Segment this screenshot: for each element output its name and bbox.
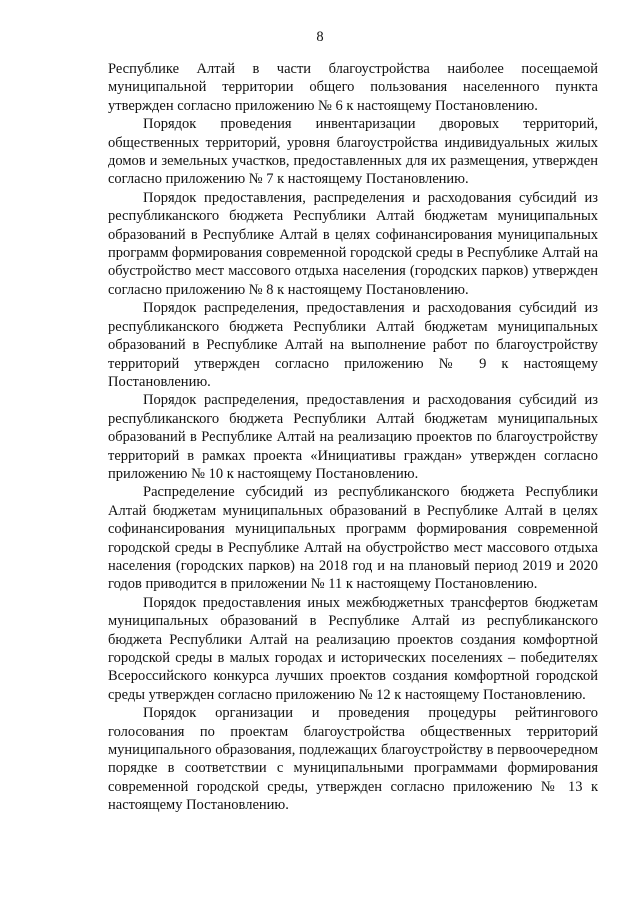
page-number: 8: [316, 29, 324, 45]
paragraph-appendix-12: Порядок предоставления иных межбюджетных трансфертов бюджетам муниципальных образований в Республике Алтай из республиканского бюджета Республики Алтай на реализацию проектов создания комфортной городской среды в малых городах и исторических поселениях – победителях Всероссийского конкурса лучших проектов создания комфортной городской среды утвержден согласно приложению № 12 к настоящему Постановлению.: [108, 594, 598, 703]
paragraph-appendix-11: Распределение субсидий из республиканского бюджета Республики Алтай бюджетам муниципальных образований в Республике Алтай в целях софинансирования муниципальных программ формирования современной городской среды в Республике Алтай на обустройство мест массового отдыха населения (городских парков) на 2018 год и на плановый период 2019 и 2020 годов приводится в приложении № 11 к настоящему Постановлению.: [108, 484, 598, 593]
document-body: [108, 60, 598, 815]
paragraph-appendix-9: Порядок распределения, предоставления и расходования субсидий из республиканского бюджета Республики Алтай бюджетам муниципальных образований в Республике Алтай на выполнение работ по благоустройству территорий утвержден согласно приложению № 9 к настоящему Постановлению.: [108, 300, 598, 390]
paragraph-appendix-7: Порядок проведения инвентаризации дворовых территорий, общественных территорий, уровня благоустройства индивидуальных жилых домов и земельных участков, предоставленных для их размещения, утвержден согласно приложению № 7 к настоящему Постановлению.: [108, 116, 598, 188]
paragraph-appendix-10: Порядок распределения, предоставления и расходования субсидий из республиканского бюджета Республики Алтай бюджетам муниципальных образований в Республике Алтай на реализацию проектов по благоустройству территорий в рамках проекта «Инициативы граждан» утвержден согласно приложению № 10 к настоящему Постановлению.: [108, 392, 598, 482]
paragraph-appendix-13: Порядок организации и проведения процедуры рейтингового голосования по проектам благоустройства общественных территорий муниципального образования, подлежащих благоустройству в первоочередном порядке в соответствии с муниципальными программами формирования современной городской среды, утвержден согласно приложению № 13 к настоящему Постановлению.: [108, 705, 598, 814]
paragraph-appendix-8: Порядок предоставления, распределения и расходования субсидий из республиканского бюджета Республики Алтай бюджетам муниципальных образований в Республике Алтай в целях софинансирования муниципальных программ формирования современной городской среды в Республике Алтай на обустройство мест массового отдыха населения (городских парков) утвержден согласно приложению № 8 к настоящему Постановлению.: [108, 189, 598, 298]
paragraph-continuation-appendix-6: Республике Алтай в части благоустройства наиболее посещаемой муниципальной территории общего пользования населенного пункта утвержден согласно приложению № 6 к настоящему Постановлению.: [108, 61, 598, 114]
